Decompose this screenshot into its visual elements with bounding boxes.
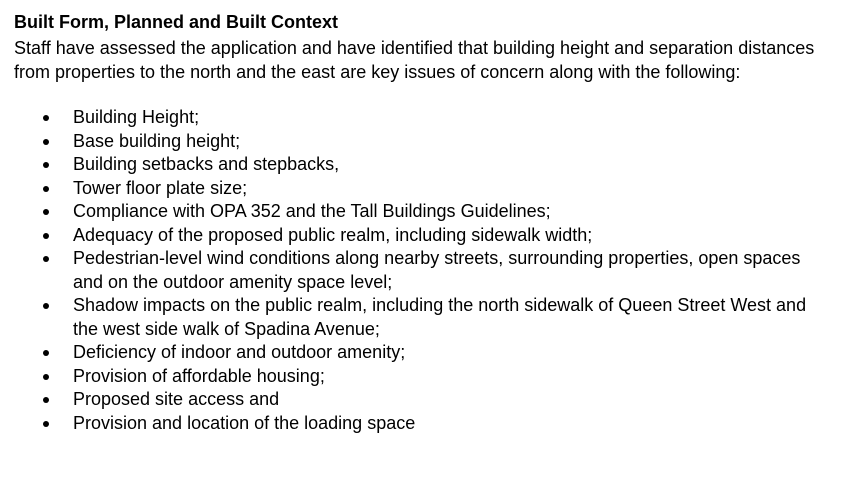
list-item	[14, 412, 834, 436]
list-item	[14, 294, 834, 341]
list-item-text: Base building height;	[73, 130, 241, 151]
list-item-text: Provision and location of the loading space	[73, 412, 416, 433]
intro-paragraph: Staff have assessed the application and have identified that building height and separation distances from properties to the north and the east are key issues of concern along with the following:	[14, 38, 815, 82]
bullet-icon	[43, 421, 49, 427]
list-item-text: Building Height;	[73, 107, 200, 127]
bullet-icon	[43, 256, 49, 262]
bullet-icon	[43, 350, 49, 356]
list-item	[14, 341, 834, 365]
list-item	[14, 130, 834, 154]
bullet-icon	[43, 303, 49, 309]
list-item-text: Building setbacks and stepbacks,	[73, 154, 340, 174]
list-item-text: Adequacy of the proposed public realm, including sidewalk width;	[73, 224, 593, 245]
bullet-icon	[43, 233, 49, 239]
bullet-icon	[43, 209, 49, 215]
list-item	[14, 153, 834, 177]
list-item-text: Compliance with OPA 352 and the Tall Buildings Guidelines;	[73, 201, 551, 221]
list-item-text: Deficiency of indoor and outdoor amenity;	[73, 342, 406, 362]
list-item-text: Proposed site access and	[73, 389, 280, 409]
bullet-icon	[43, 374, 49, 380]
list-item	[14, 388, 834, 412]
issues-list	[14, 106, 834, 435]
bullet-icon	[43, 397, 49, 403]
list-item	[14, 177, 834, 201]
bullet-icon	[43, 139, 49, 145]
list-item-text: Tower floor plate size;	[73, 177, 248, 198]
list-item	[14, 200, 834, 224]
list-item-text: Pedestrian-level wind conditions along nearby streets, surrounding properties, open spaces and on the outdoor amenity space level;	[73, 248, 801, 292]
section-heading: Built Form, Planned and Built Context	[14, 12, 338, 32]
list-item	[14, 365, 834, 389]
bullet-icon	[43, 115, 49, 121]
bullet-icon	[43, 162, 49, 168]
list-item-text: Shadow impacts on the public realm, including the north sidewalk of Queen Street West and the west side walk of Spadina Avenue;	[73, 295, 807, 339]
list-item	[14, 247, 834, 294]
document-section	[14, 11, 834, 435]
list-item-text: Provision of affordable housing;	[73, 365, 325, 386]
bullet-icon	[43, 186, 49, 192]
list-item	[14, 106, 834, 130]
list-item	[14, 224, 834, 248]
